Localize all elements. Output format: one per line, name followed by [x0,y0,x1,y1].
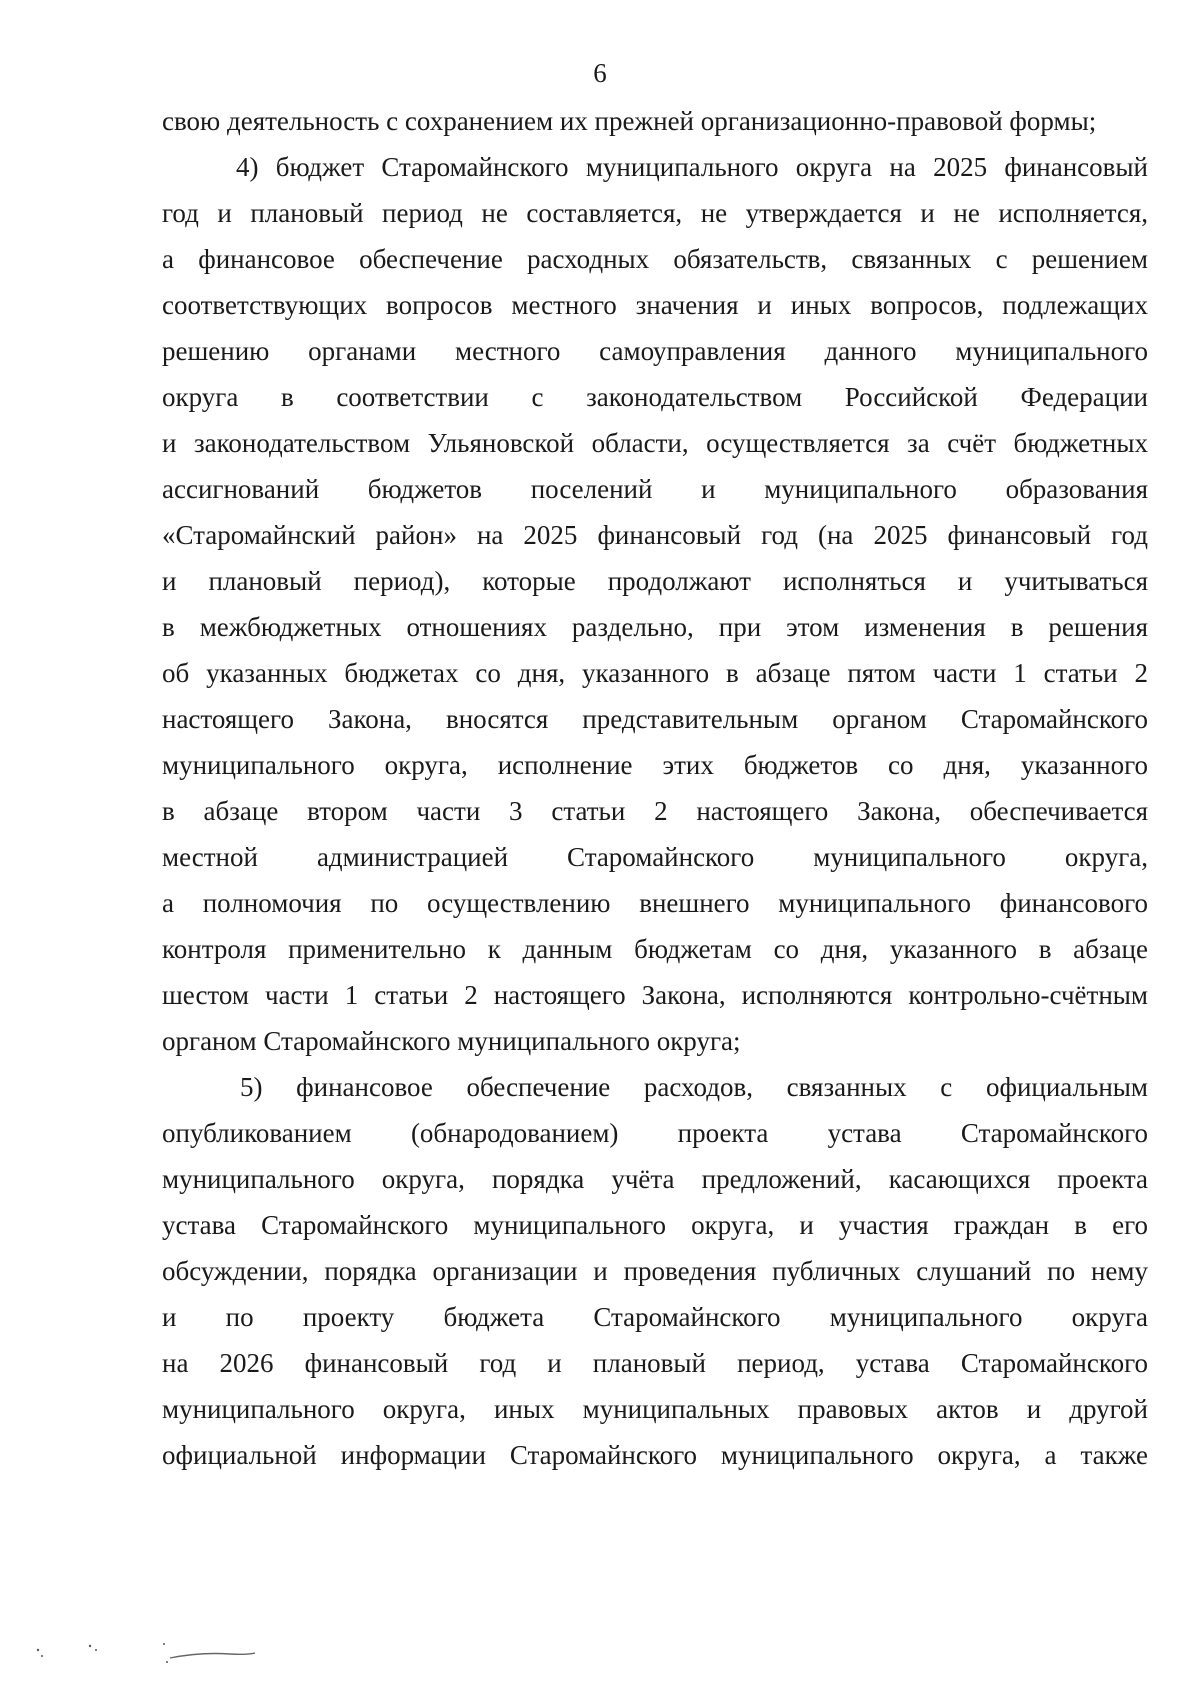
text-line-28: на 2026 финансовый год и плановый период, устава Старомайнского [162,1348,1148,1378]
text-line-29: муниципального округа, иных муниципальных правовых актов и другой [162,1394,1148,1424]
text-line-6: решению органами местного самоуправления данного муниципального [162,336,1148,366]
text-line-9: ассигнований бюджетов поселений и муниципального образования [162,474,1148,504]
page-number: 6 [593,58,607,88]
text-line-1: свою деятельность с сохранением их прежней организационно-правовой формы; [162,106,1097,136]
text-line-22: 5) финансовое обеспечение расходов, связанных с официальным [240,1072,1148,1102]
text-line-17: местной администрацией Старомайнского муниципального округа, [162,842,1148,872]
text-line-2: 4) бюджет Старомайнского муниципального округа на 2025 финансовый [236,152,1148,182]
text-line-10: «Старомайнский район» на 2025 финансовый год (на 2025 финансовый год [162,520,1148,550]
text-line-11: и плановый период), которые продолжают исполняться и учитываться [162,566,1148,596]
text-line-26: обсуждении, порядка организации и проведения публичных слушаний по нему [162,1256,1148,1286]
text-line-12: в межбюджетных отношениях раздельно, при этом изменения в решения [162,612,1148,642]
text-line-30: официальной информации Старомайнского муниципального округа, а также [162,1440,1148,1470]
text-line-24: муниципального округа, порядка учёта предложений, касающихся проекта [162,1164,1148,1194]
text-line-23: опубликованием (обнародованием) проекта устава Старомайнского [162,1118,1148,1148]
text-line-16: в абзаце втором части 3 статьи 2 настоящего Закона, обеспечивается [162,796,1148,826]
text-line-4: а финансовое обеспечение расходных обязательств, связанных с решением [162,244,1148,274]
text-line-18: а полномочия по осуществлению внешнего муниципального финансового [162,888,1148,918]
text-line-20: шестом части 1 статьи 2 настоящего Закона, исполняются контрольно-счётным [162,980,1148,1010]
text-line-27: и по проекту бюджета Старомайнского муниципального округа [162,1302,1148,1332]
text-line-5: соответствующих вопросов местного значения и иных вопросов, подлежащих [162,290,1148,320]
text-line-13: об указанных бюджетах со дня, указанного в абзаце пятом части 1 статьи 2 [162,658,1148,688]
text-line-8: и законодательством Ульяновской области, осуществляется за счёт бюджетных [162,428,1148,458]
text-line-21: органом Старомайнского муниципального округа; [162,1026,741,1056]
text-line-7: округа в соответствии с законодательством Российской Федерации [162,382,1148,412]
text-line-3: год и плановый период не составляется, не утверждается и не исполняется, [162,198,1148,228]
text-line-15: муниципального округа, исполнение этих бюджетов со дня, указанного [162,750,1148,780]
text-line-19: контроля применительно к данным бюджетам со дня, указанного в абзаце [162,934,1148,964]
text-line-14: настоящего Закона, вносятся представительным органом Старомайнского [162,704,1148,734]
text-line-25: устава Старомайнского муниципального округа, и участия граждан в его [162,1210,1148,1240]
scan-marks-decoration [30,1640,270,1680]
